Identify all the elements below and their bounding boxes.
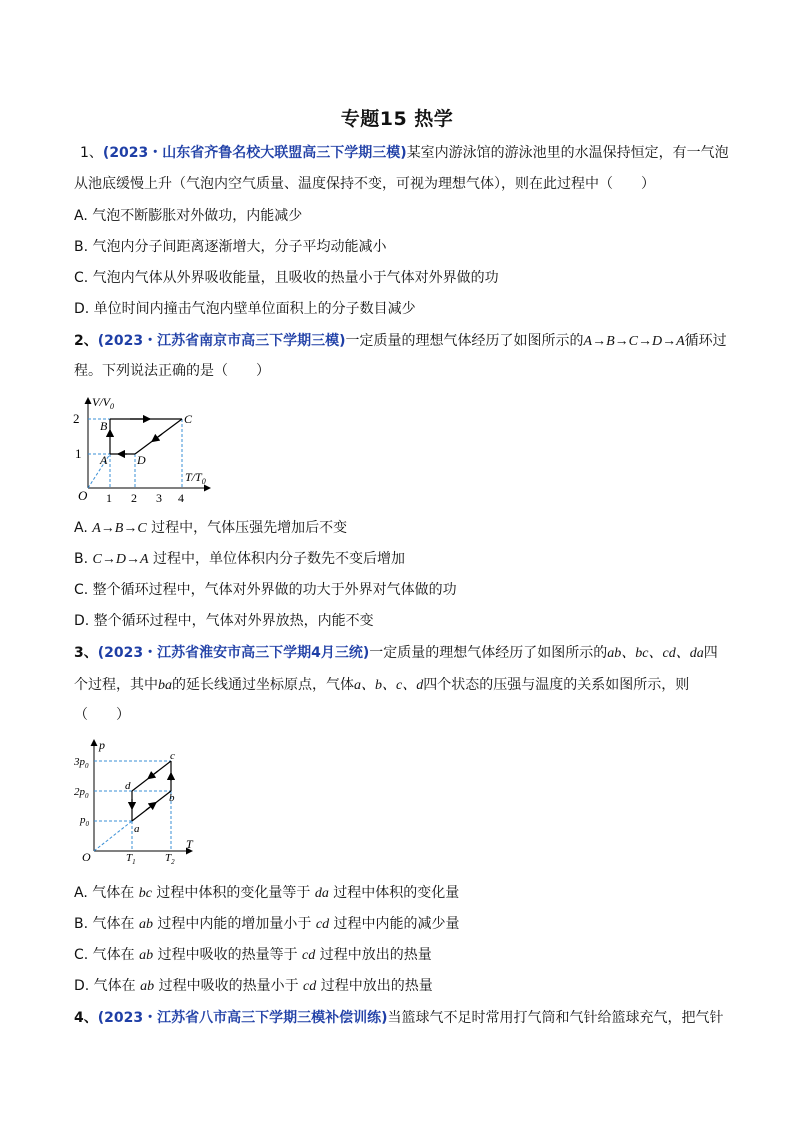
question-2-cycle: A→B→C→D→A [583,334,685,349]
point-a-label: a [134,823,140,835]
question-3-line-2: 个过程，其中ba的延长线通过坐标原点，气体a、b、c、d四个状态的压强与温度的关系如图所示，则 [74,677,690,693]
t-tick-1: 1 [106,491,112,504]
v-tick-2: 2 [73,411,80,426]
question-3-line-3: （ ） [74,707,130,723]
v-axis-label: $V/V_0$ [92,395,114,411]
question-2-line-2: 程。下列说法正确的是（ ） [74,363,270,379]
question-1-option-c: C. 气泡内气体从外界吸收能量，且吸收的热量小于气体对外界做的功 [74,270,499,286]
question-2-text-end: 循环过 [684,333,727,349]
question-1-text: 某室内游泳馆的游泳池里的水温保持恒定，有一气泡 [406,145,729,161]
point-d-label: D [137,453,146,467]
t-tick-t1: $T_1$ [126,852,136,865]
point-b-label: b [169,792,175,804]
question-1-source: (2023・山东省齐鲁名校大联盟高三下学期三模) [102,145,407,161]
question-4-source: (2023・江苏省八市高三下学期三模补偿训练) [97,1010,388,1026]
point-d-label: d [125,780,131,792]
point-b-label: B [100,419,108,433]
t-tick-2: 2 [131,491,137,504]
question-2-option-b: B. C→D→A 过程中，单位体积内分子数先不变后增加 [74,551,405,567]
v-tick-1: 1 [75,446,82,461]
question-1-line-1 [80,143,740,163]
question-2-source: (2023・江苏省南京市高三下学期三模) [97,333,346,349]
question-4-line-1: 4、(2023・江苏省八市高三下学期三模补偿训练)当篮球气不足时常用打气筒和气针给篮球充气，把气针 [74,1010,724,1026]
origin-label: O [78,488,88,503]
question-1-option-b: B. 气泡内分子间距离逐渐增大，分子平均动能减小 [74,239,387,255]
p-axis-label: p [99,738,105,752]
page-title: 专题15 热学 [340,108,454,130]
question-2-option-d: D. 整个循环过程中，气体对外界放热，内能不变 [74,613,374,629]
p-tick-3p0: $3p_0$ [74,756,89,770]
question-3-source: (2023・江苏省淮安市高三下学期4月三统) [97,645,370,661]
origin-label: O [82,850,91,864]
question-1-line-2: 从池底缓慢上升（气泡内空气质量、温度保持不变，可视为理想气体），则在此过程中（ ） [74,176,655,192]
question-1-number: 1、 [80,145,103,161]
question-3-line-1: 3、(2023・江苏省淮安市高三下学期4月三统)一定质量的理想气体经历了如图所示的ab、bc、cd、da四 [74,645,718,661]
question-3-option-d: D. 气体在 ab 过程中吸收的热量小于 cd 过程中放出的热量 [74,978,433,994]
point-c-label: C [184,412,193,426]
question-2-text: 一定质量的理想气体经历了如图所示的 [345,333,584,349]
question-2-vt-diagram [70,392,220,504]
question-3-option-a: A. 气体在 bc 过程中体积的变化量等于 da 过程中体积的变化量 [74,885,460,901]
question-2-option-c: C. 整个循环过程中，气体对外界做的功大于外界对气体做的功 [74,582,457,598]
p-tick-2p0: $2p_0$ [74,786,89,800]
t-axis-label: $T/T_0$ [185,470,206,486]
point-a-label: A [100,453,108,467]
question-2-line-1 [74,331,734,352]
point-c-label: c [170,750,175,762]
question-3-pt-diagram [74,735,204,865]
question-2-option-a: A. A→B→C 过程中，气体压强先增加后不变 [74,520,348,536]
t-tick-4: 4 [178,491,184,504]
question-4-number: 4、 [74,1010,98,1026]
t-tick-3: 3 [156,491,162,504]
question-1-option-d: D. 单位时间内撞击气泡内壁单位面积上的分子数目减少 [74,301,416,317]
temperature-axis-label: T [186,837,193,851]
question-3-number: 3、 [74,645,98,661]
p-tick-p0: $p_0$ [80,814,89,828]
question-2-number: 2、 [74,333,98,349]
question-1-option-a: A. 气泡不断膨胀对外做功，内能减少 [74,208,303,224]
question-3-option-b: B. 气体在 ab 过程中内能的增加量小于 cd 过程中内能的减少量 [74,916,460,932]
question-3-option-c: C. 气体在 ab 过程中吸收的热量等于 cd 过程中放出的热量 [74,947,432,963]
t-tick-t2: $T_2$ [165,852,175,865]
